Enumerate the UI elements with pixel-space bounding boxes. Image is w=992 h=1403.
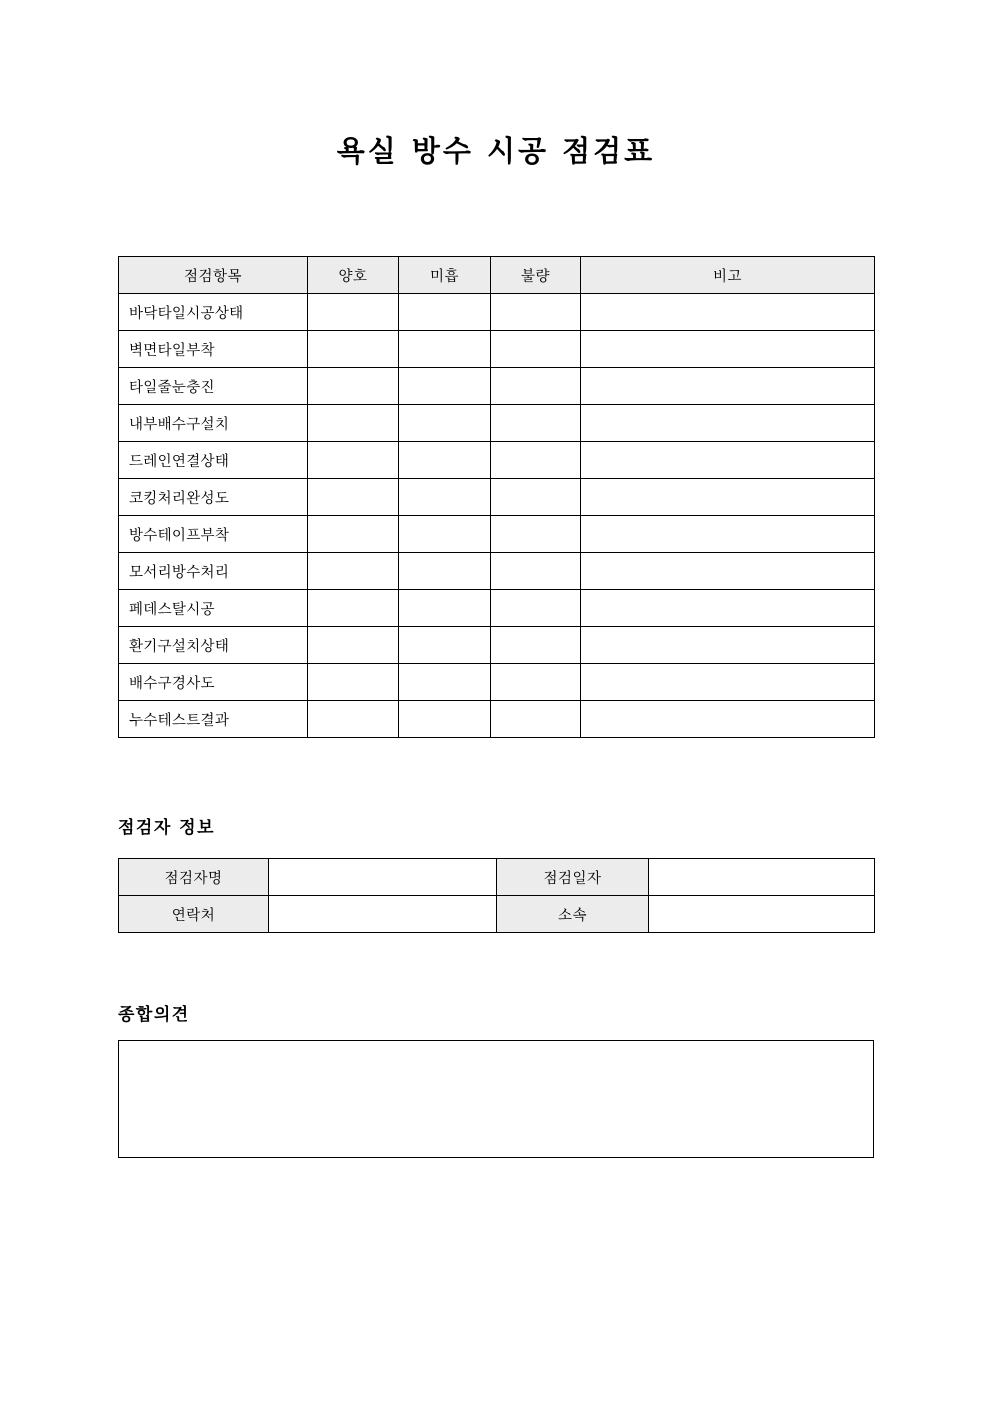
checkbox-cell-poor[interactable]: [491, 405, 581, 442]
checkbox-cell-good[interactable]: [308, 294, 399, 331]
checklist-item-label: 누수테스트결과: [119, 701, 308, 738]
checkbox-cell-poor[interactable]: [491, 368, 581, 405]
checkbox-cell-fair[interactable]: [399, 368, 491, 405]
table-row: [119, 442, 875, 479]
checklist-item-label: 내부배수구설치: [119, 405, 308, 442]
checklist-item-label: 모서리방수처리: [119, 553, 308, 590]
table-row: [119, 516, 875, 553]
info-label-cell: 점검자명: [119, 859, 269, 896]
checkbox-cell-fair[interactable]: [399, 405, 491, 442]
checkbox-cell-fair[interactable]: [399, 664, 491, 701]
inspector-info-body: [119, 859, 875, 933]
table-row: [119, 294, 875, 331]
info-value-field[interactable]: [649, 896, 875, 933]
checklist-item-label: 배수구경사도: [119, 664, 308, 701]
remark-cell[interactable]: [581, 479, 875, 516]
checkbox-cell-poor[interactable]: [491, 442, 581, 479]
opinion-section-heading: 종합의견: [118, 1005, 190, 1025]
checkbox-cell-poor[interactable]: [491, 479, 581, 516]
checkbox-cell-good[interactable]: [308, 590, 399, 627]
checkbox-cell-poor[interactable]: [491, 664, 581, 701]
inspector-table-container: [118, 858, 874, 933]
table-row: [119, 590, 875, 627]
remark-cell[interactable]: [581, 553, 875, 590]
column-header-poor: 불량: [491, 257, 581, 294]
table-row: [119, 331, 875, 368]
remark-cell[interactable]: [581, 590, 875, 627]
info-label-cell: 연락처: [119, 896, 269, 933]
checkbox-cell-good[interactable]: [308, 442, 399, 479]
remark-cell[interactable]: [581, 294, 875, 331]
table-row: [119, 664, 875, 701]
remark-cell[interactable]: [581, 442, 875, 479]
remark-cell[interactable]: [581, 664, 875, 701]
column-header-good: 양호: [308, 257, 399, 294]
checklist-item-label: 코킹처리완성도: [119, 479, 308, 516]
table-row: [119, 627, 875, 664]
checkbox-cell-good[interactable]: [308, 405, 399, 442]
checklist-item-label: 방수테이프부착: [119, 516, 308, 553]
info-label-cell: 점검일자: [497, 859, 649, 896]
remark-cell[interactable]: [581, 405, 875, 442]
checkbox-cell-good[interactable]: [308, 627, 399, 664]
checkbox-cell-fair[interactable]: [399, 701, 491, 738]
table-row: [119, 405, 875, 442]
checkbox-cell-poor[interactable]: [491, 627, 581, 664]
checkbox-cell-fair[interactable]: [399, 553, 491, 590]
checklist-item-label: 바닥타일시공상태: [119, 294, 308, 331]
checkbox-cell-good[interactable]: [308, 701, 399, 738]
page-title: 욕실 방수 시공 점검표: [336, 134, 656, 168]
checkbox-cell-fair[interactable]: [399, 590, 491, 627]
remark-cell[interactable]: [581, 368, 875, 405]
checkbox-cell-good[interactable]: [308, 479, 399, 516]
checkbox-cell-good[interactable]: [308, 664, 399, 701]
checkbox-cell-fair[interactable]: [399, 331, 491, 368]
checklist-table-container: [118, 256, 874, 738]
checklist-item-label: 페데스탈시공: [119, 590, 308, 627]
checkbox-cell-poor[interactable]: [491, 516, 581, 553]
table-row: [119, 859, 875, 896]
checkbox-cell-poor[interactable]: [491, 553, 581, 590]
checkbox-cell-good[interactable]: [308, 516, 399, 553]
checkbox-cell-fair[interactable]: [399, 479, 491, 516]
inspector-info-table: [118, 858, 875, 933]
checklist-body: [119, 294, 875, 738]
checkbox-cell-poor[interactable]: [491, 590, 581, 627]
remark-cell[interactable]: [581, 627, 875, 664]
info-value-field[interactable]: [269, 896, 497, 933]
inspector-section-heading: 점검자 정보: [118, 818, 216, 838]
checkbox-cell-fair[interactable]: [399, 294, 491, 331]
table-row: [119, 553, 875, 590]
table-row: [119, 479, 875, 516]
checklist-header-row: [119, 257, 875, 294]
remark-cell[interactable]: [581, 331, 875, 368]
checkbox-cell-good[interactable]: [308, 331, 399, 368]
column-header-item: 점검항목: [119, 257, 308, 294]
table-row: [119, 368, 875, 405]
remark-cell[interactable]: [581, 516, 875, 553]
info-label-cell: 소속: [497, 896, 649, 933]
checklist-item-label: 드레인연결상태: [119, 442, 308, 479]
checkbox-cell-fair[interactable]: [399, 627, 491, 664]
column-header-fair: 미흡: [399, 257, 491, 294]
table-row: [119, 896, 875, 933]
checklist-item-label: 타일줄눈충진: [119, 368, 308, 405]
checklist-item-label: 벽면타일부착: [119, 331, 308, 368]
checkbox-cell-good[interactable]: [308, 368, 399, 405]
checklist-table: [118, 256, 875, 738]
table-row: [119, 701, 875, 738]
column-header-remark: 비고: [581, 257, 875, 294]
checkbox-cell-good[interactable]: [308, 553, 399, 590]
checkbox-cell-poor[interactable]: [491, 701, 581, 738]
remark-cell[interactable]: [581, 701, 875, 738]
checklist-item-label: 환기구설치상태: [119, 627, 308, 664]
checkbox-cell-poor[interactable]: [491, 294, 581, 331]
checkbox-cell-fair[interactable]: [399, 516, 491, 553]
opinion-input-box[interactable]: [118, 1040, 874, 1158]
checkbox-cell-fair[interactable]: [399, 442, 491, 479]
info-value-field[interactable]: [649, 859, 875, 896]
checkbox-cell-poor[interactable]: [491, 331, 581, 368]
info-value-field[interactable]: [269, 859, 497, 896]
